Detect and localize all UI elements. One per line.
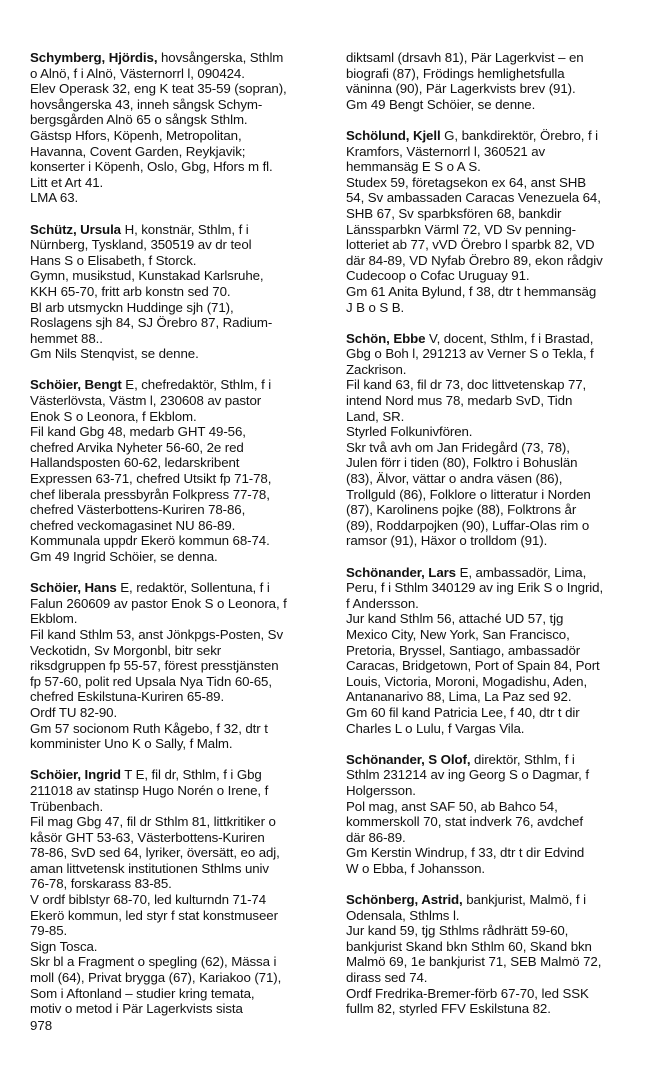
- entry-line: Ordf TU 82-90.: [30, 704, 118, 720]
- entry-name: Schön, Ebbe: [346, 330, 426, 346]
- entry-line: o Alnö, f i Alnö, Västernorrl l, 090424.: [30, 65, 245, 81]
- entry-line: hovsångerska 43, inneh sångsk Schym-: [30, 96, 263, 112]
- directory-entry: [346, 128, 646, 315]
- entry-line: bergsgården Alnö 65 o sångsk Sthlm.: [30, 112, 248, 128]
- entry-line: KKH 65-70, fritt arb konstn sed 70.: [30, 283, 231, 299]
- entry-line: Caracas, Bridgetown, Port of Spain 84, Port: [346, 658, 600, 674]
- entry-text: T E, fil dr, Sthlm, f i Gbg: [120, 767, 262, 783]
- entry-line: moll (64), Privat brygga (67), Kariakoo (71),: [30, 970, 282, 986]
- entry-line: Nürnberg, Tyskland, 350519 av dr teol: [30, 237, 252, 253]
- entry-line: Gästsp Hfors, Köpenh, Metropolitan,: [30, 127, 242, 143]
- entry-line: [30, 767, 336, 783]
- entry-line: väninna (90), Pär Lagerkvists brev (91).: [346, 81, 576, 97]
- entry-line: Mexico City, New York, San Francisco,: [346, 626, 570, 642]
- entry-name: Schöier, Ingrid: [30, 767, 121, 783]
- entry-line: Fil kand 63, fil dr 73, doc littvetenskap 77,: [346, 377, 587, 393]
- entry-text: hovsångerska, Sthlm: [157, 50, 284, 65]
- entry-line: (87), Karolinens pojke (88), Folktrons år: [346, 502, 577, 518]
- entry-text: E, chefredaktör, Sthlm, f i: [121, 377, 272, 393]
- entry-name: Schönander, S Olof,: [346, 751, 471, 767]
- entry-line: Som i Aftonland – studier kring temata,: [30, 985, 255, 1001]
- entry-line: bankjurist Skand bkn Sthlm 60, Skand bkn: [346, 938, 592, 954]
- entry-line: Expressen 63-71, chefred Utsikt fp 71-78,: [30, 471, 272, 487]
- entry-line: Pretoria, Bryssel, Santiago, ambassadör: [346, 642, 581, 658]
- directory-entry: [346, 331, 646, 549]
- entry-line: Roslagens sjh 84, SJ Örebro 87, Radium-: [30, 315, 273, 331]
- entry-line: Ekerö kommun, led styr f stat konstmuseer: [30, 907, 278, 923]
- entry-line: J B o S B.: [346, 299, 405, 315]
- entry-line: Charles L o Lulu, f Vargas Vila.: [346, 720, 525, 736]
- entry-line: Julen förr i tiden (80), Folktro i Bohuslän: [346, 455, 578, 471]
- entry-line: Hans S o Elisabeth, f Storck.: [30, 252, 197, 268]
- entry-line: [30, 377, 336, 393]
- entry-line: Antananarivo 88, Lima, La Paz sed 92.: [346, 689, 572, 705]
- entry-line: fp 57-60, polit red Upsala Nya Tidn 60-65,: [30, 673, 272, 689]
- directory-entry: [30, 50, 336, 206]
- entry-line: Kommunala uppdr Ekerö kommun 68-74.: [30, 533, 270, 549]
- entry-line: Litt et Art 41.: [30, 174, 104, 190]
- entry-text: E, ambassadör, Lima,: [455, 564, 587, 580]
- entry-line: kommerskoll 70, stat indverk 76, avdchef: [346, 814, 583, 830]
- entry-line: Ekblom.: [30, 611, 78, 627]
- entry-line: Fil mag Gbg 47, fil dr Sthlm 81, littkritiker o: [30, 814, 276, 830]
- entry-line: Jur kand Sthlm 56, attaché UD 57, tjg: [346, 611, 564, 627]
- entry-line: motiv o metod i Pär Lagerkvists sista: [30, 1001, 243, 1017]
- entry-line: Gm 57 socionom Ruth Kågebo, f 32, dtr t: [30, 720, 268, 736]
- page-number: 978: [30, 1018, 53, 1033]
- entry-line: riksdgruppen fp 55-57, förest presstjänsten: [30, 658, 279, 674]
- entry-line: Pol mag, anst SAF 50, ab Bahco 54,: [346, 798, 558, 814]
- entry-line: 211018 av statinsp Hugo Norén o Irene, f: [30, 782, 269, 798]
- entry-line: Sign Tosca.: [30, 938, 98, 954]
- entry-line: Hallandsposten 60-62, ledarskribent: [30, 455, 240, 471]
- entry-line: [30, 50, 336, 66]
- entry-text: bankjurist, Malmö, f i: [462, 892, 586, 908]
- directory-entry: [346, 752, 646, 877]
- entry-line: Sthlm 231214 av ing Georg S o Dagmar, f: [346, 767, 589, 783]
- entry-line: dirass sed 74.: [346, 970, 428, 986]
- entry-line: LMA 63.: [30, 190, 79, 206]
- entry-line: Malmö 69, 1e bankjurist 71, SEB Malmö 72,: [346, 954, 602, 970]
- entry-line: Gbg o Boh l, 291213 av Verner S o Tekla, f: [346, 346, 594, 362]
- entry-line: Gm 49 Ingrid Schöier, se denna.: [30, 549, 218, 564]
- entry-line: [346, 752, 646, 768]
- entry-line: Jur kand 59, tjg Sthlms rådhrätt 59-60,: [346, 923, 569, 939]
- entry-line: Västerlövsta, Västm l, 230608 av pastor: [30, 393, 262, 409]
- entry-name: Schöier, Bengt: [30, 377, 122, 393]
- entry-line: [30, 222, 336, 238]
- directory-entry: [346, 892, 646, 1017]
- entry-line: Gm 61 Anita Bylund, f 38, dtr t hemmansäg: [346, 283, 597, 299]
- entry-line: chefred veckomagasinet NU 86-89.: [30, 517, 236, 533]
- directory-entry: [30, 767, 336, 1017]
- entry-line: Styrled Folkunivfören.: [346, 424, 473, 440]
- entry-name: Schölund, Kjell: [346, 127, 441, 143]
- entry-line: intend Nord mus 78, medarb SvD, Tidn: [346, 393, 573, 409]
- entry-line: Veckotidn, Sv Morgonbl, bitr sekr: [30, 642, 222, 658]
- entry-line: Gm 60 fil kand Patricia Lee, f 40, dtr t dir: [346, 704, 580, 720]
- directory-entry: [30, 377, 336, 564]
- entry-line: Ordf Fredrika-Bremer-förb 67-70, led SSK: [346, 985, 589, 1001]
- directory-entry: [346, 50, 646, 112]
- entry-name: Schönberg, Astrid,: [346, 892, 463, 908]
- entry-line: chef liberala pressbyrån Folkpress 77-78,: [30, 486, 270, 502]
- directory-entry: [30, 222, 336, 362]
- entry-line: kåsör GHT 53-63, Västerbottens-Kuriren: [30, 829, 265, 845]
- entry-line: biografi (87), Frödings hemlighetsfulla: [346, 65, 565, 81]
- entry-text: G, bankdirektör, Örebro, f i: [440, 127, 599, 143]
- entry-line: aman littvetensk institutionen Sthlms univ: [30, 860, 269, 876]
- entry-line: [346, 565, 646, 581]
- entry-line: [346, 892, 646, 908]
- entry-line: Falun 260609 av pastor Enok S o Leonora, f: [30, 595, 287, 611]
- entry-line: [30, 580, 336, 596]
- entry-line: Peru, f i Sthlm 340129 av ing Erik S o Ingrid,: [346, 580, 604, 596]
- entry-line: Fil kand Gbg 48, medarb GHT 49-56,: [30, 424, 246, 440]
- entry-line: Bl arb utsmyckn Huddinge sjh (71),: [30, 299, 234, 315]
- entry-line: Gm Nils Stenqvist, se denne.: [30, 346, 199, 362]
- entry-line: hemmet 88..: [30, 330, 103, 346]
- entry-line: Gymn, musikstud, Kunstakad Karlsruhe,: [30, 268, 264, 284]
- entry-line: Land, SR.: [346, 408, 405, 424]
- entry-name: Schönander, Lars: [346, 564, 456, 580]
- entry-line: (89), Roddarpojken (90), Luffar-Olas rim o: [346, 517, 590, 533]
- entry-line: f Andersson.: [346, 595, 419, 611]
- entry-name: Schymberg, Hjördis,: [30, 50, 158, 65]
- entry-line: komminister Uno K o Sally, f Malm.: [30, 736, 233, 752]
- entry-line: Gm Kerstin Windrup, f 33, dtr t dir Edvind: [346, 845, 585, 861]
- entry-line: Trollguld (86), Folklore o litteratur i Norden: [346, 486, 591, 502]
- entry-line: Skr bl a Fragment o spegling (62), Mässa i: [30, 954, 277, 970]
- entry-line: hemmansäg E S o A S.: [346, 159, 481, 175]
- entry-line: Cudecoop o Cofac Uruguay 91.: [346, 268, 530, 284]
- entry-line: 78-86, SvD sed 64, lyriker, översätt, eo adj,: [30, 845, 280, 861]
- left-column: [30, 50, 336, 1017]
- entry-line: Odensala, Sthlms l.: [346, 907, 460, 923]
- entry-line: Länssparbkn Värml 72, VD Sv penning-: [346, 221, 576, 237]
- entry-line: Studex 59, företagsekon ex 64, anst SHB: [346, 174, 587, 190]
- right-column: [346, 50, 646, 1017]
- entry-line: Kramfors, Västernorrl l, 360521 av: [346, 143, 546, 159]
- entry-line: fullm 82, styrled FFV Eskilstuna 82.: [346, 1001, 551, 1017]
- entry-text: H, konstnär, Sthlm, f i: [120, 221, 249, 237]
- entry-text: V, docent, Sthlm, f i Brastad,: [425, 330, 594, 346]
- entry-line: W o Ebba, f Johansson.: [346, 860, 485, 876]
- entry-line: 54, Sv ambassaden Caracas Venezuela 64,: [346, 190, 601, 206]
- entry-line: Gm 49 Bengt Schöier, se denne.: [346, 96, 536, 112]
- entry-text: direktör, Sthlm, f i: [470, 751, 575, 767]
- entry-line: Fil kand Sthlm 53, anst Jönkpgs-Posten, Sv: [30, 626, 283, 642]
- entry-line: Skr två avh om Jan Fridegård (73, 78),: [346, 439, 570, 455]
- entry-text: E, redaktör, Sollentuna, f i: [116, 580, 270, 596]
- entry-name: Schütz, Ursula: [30, 221, 121, 237]
- directory-entry: [346, 565, 646, 737]
- entry-line: Trübenbach.: [30, 798, 104, 814]
- entry-line: 79-85.: [30, 923, 68, 939]
- entry-line: (83), Älvor, vättar o andra väsen (86),: [346, 471, 563, 487]
- entry-line: ramsor (91), Häxor o trolldom (91).: [346, 533, 548, 549]
- entry-line: Holgersson.: [346, 782, 416, 798]
- entry-name: Schöier, Hans: [30, 580, 117, 596]
- entry-line: chefred Västerbottens-Kuriren 78-86,: [30, 502, 246, 518]
- entry-line: SHB 67, Sv sparbksfören 68, bankdir: [346, 205, 562, 221]
- entry-line: Enok S o Leonora, f Ekblom.: [30, 408, 197, 424]
- entry-line: lotteriet ab 77, vVD Örebro l sparbk 82, VD: [346, 237, 595, 253]
- entry-line: [346, 331, 646, 347]
- entry-line: där 86-89.: [346, 829, 406, 845]
- entry-line: chefred Eskilstuna-Kuriren 65-89.: [30, 689, 225, 705]
- entry-line: Louis, Victoria, Moroni, Mogadishu, Aden,: [346, 673, 588, 689]
- entry-line: V ordf biblstyr 68-70, led kulturndn 71-74: [30, 892, 267, 908]
- entry-line: där 84-89, VD Nyfab Örebro 89, ekon rådgiv: [346, 252, 603, 268]
- entry-line: [346, 128, 646, 144]
- entry-line: diktsaml (drsavh 81), Pär Lagerkvist – en: [346, 50, 584, 65]
- directory-entry: [30, 580, 336, 752]
- entry-line: Zackrison.: [346, 361, 407, 377]
- entry-line: Havanna, Covent Garden, Reykjavik;: [30, 143, 246, 159]
- entry-line: Elev Operask 32, eng K teat 35-59 (sopran),: [30, 81, 287, 97]
- entry-line: chefred Arvika Nyheter 56-60, 2e red: [30, 439, 244, 455]
- entry-line: konserter i Köpenh, Oslo, Gbg, Hfors m fl.: [30, 159, 273, 175]
- entry-line: 76-78, forskarass 83-85.: [30, 876, 172, 892]
